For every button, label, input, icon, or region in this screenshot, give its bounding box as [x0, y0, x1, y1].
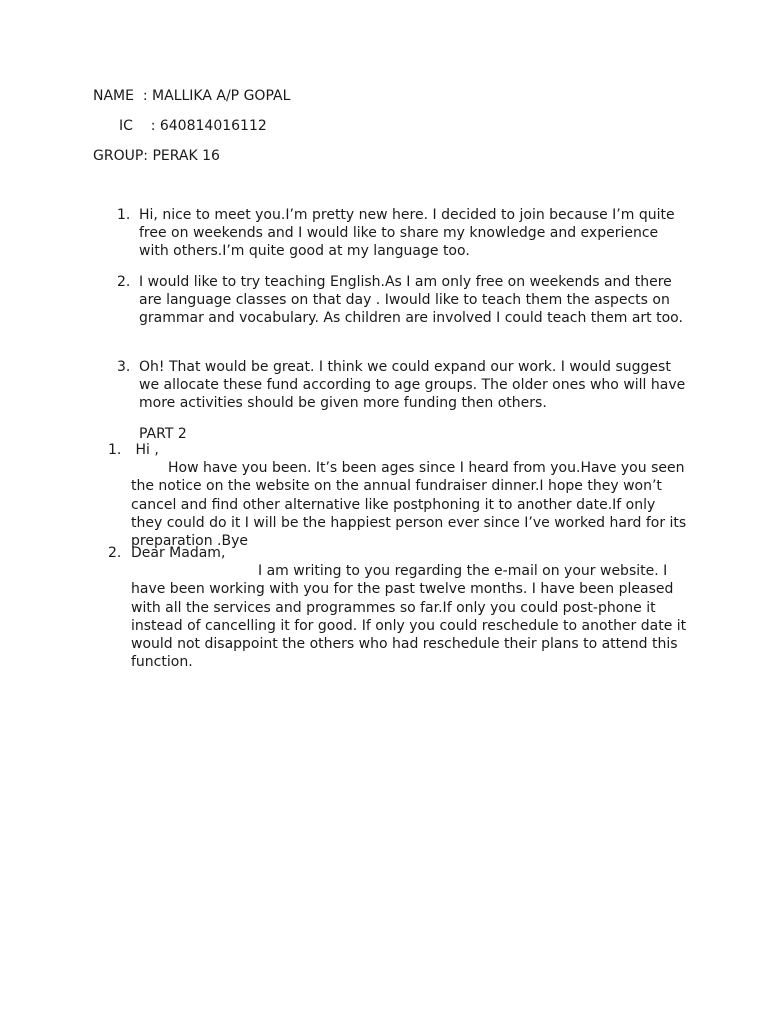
group-line: GROUP: PERAK 16 [93, 148, 220, 164]
list-number: 1. [117, 207, 131, 223]
letter-greeting: Dear Madam, [131, 545, 226, 561]
letter-greeting: Hi , [131, 442, 159, 458]
letter-body: How have you been. It’s been ages since I heard from you.Have you seen the notice on the website on the annual fundraiser dinner.I hope they won’t cancel and find other alternative like postphoning it to another date.If only they could do it I will be the happiest person ever since I’ve worked hard for its preparation .Bye [131, 460, 687, 550]
list-number: 2. [108, 545, 122, 561]
list-number: 2. [117, 274, 131, 290]
part2-letter-1 [108, 441, 688, 550]
part1-answer-3 [117, 358, 687, 413]
student-name-line: NAME : MALLIKA A/P GOPAL [93, 88, 291, 104]
answer-text: I would like to try teaching English.As I am only free on weekends and there are language classes on that day . Iwould like to teach them the aspects on grammar and vocabulary. As children are involved I could teach them art too. [139, 274, 683, 327]
letter-body: I am writing to you regarding the e-mail on your website. I have been working with you for the past twelve months. I have been pleased with all the services and programmes so far.If only you could post-phone it instead of cancelling it for good. If only you could reschedule to another date it would not disappoint the others who had reschedule their plans to attend this function. [131, 563, 687, 671]
list-number: 1. [108, 442, 122, 458]
part2-title: PART 2 [139, 426, 187, 442]
answer-text: Oh! That would be great. I think we could expand our work. I would suggest we allocate these fund according to age groups. The older ones who will have more activities should be given more funding then others. [139, 359, 686, 412]
ic-number-line: IC : 640814016112 [119, 118, 267, 134]
answer-text: Hi, nice to meet you.I’m pretty new here. I decided to join because I’m quite free on weekends and I would like to share my knowledge and experience with others.I’m quite good at my language too. [139, 207, 675, 260]
part1-answer-2 [117, 273, 687, 328]
part2-letter-2 [108, 544, 688, 671]
part1-answer-1 [117, 206, 687, 261]
list-number: 3. [117, 359, 131, 375]
